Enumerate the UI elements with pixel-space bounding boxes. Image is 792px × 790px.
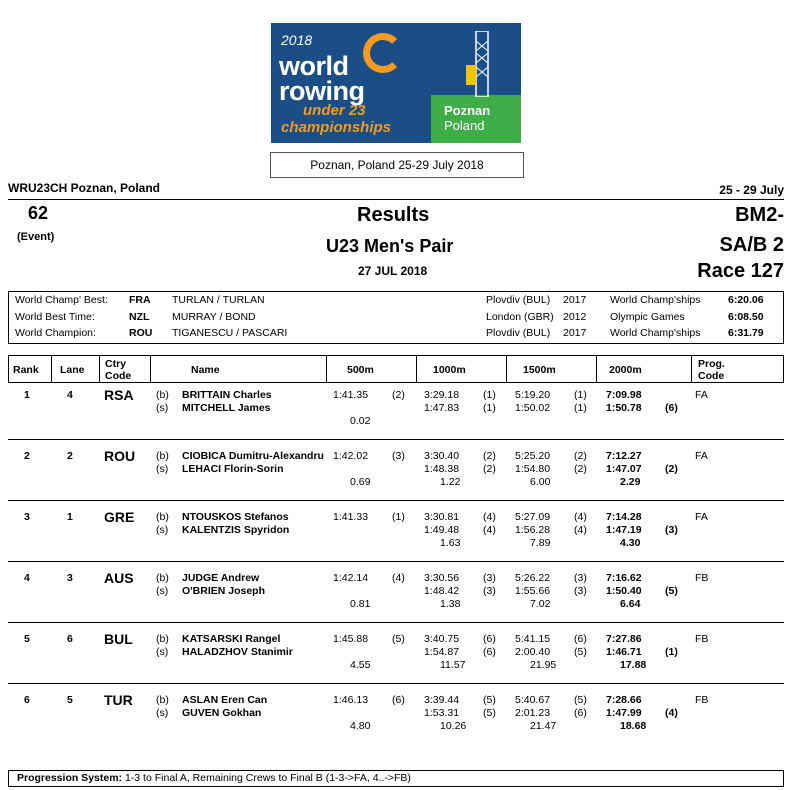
col-2000m: 2000m [609,364,642,376]
cell-s2000: 7:09.98 [606,389,642,401]
logo-championships: championships [281,119,392,136]
cell-l1500: 2:01.23 [515,707,551,719]
row-divider [8,683,784,684]
rower-position: (s) [156,402,169,414]
event-code-2: SA/B 2 [719,234,784,256]
cell-r1500: (2) [574,450,587,462]
cell-lr2000: (3) [665,524,678,536]
cell-s500: 1:46.13 [333,694,369,706]
cell-r1000: (6) [483,633,496,645]
cell-s1500: 5:19.20 [515,389,551,401]
cell-d1000: 10.26 [440,720,467,732]
cell-r500: (3) [392,450,405,462]
race-number: Race 127 [697,260,784,282]
table-row [0,389,792,450]
best-place: Plovdiv (BUL) [486,294,551,306]
cell-d2000: 18.68 [620,720,647,732]
cell-d2000: 4.30 [620,537,641,549]
best-row [9,294,783,310]
cell-s1500: 5:41.15 [515,633,551,645]
logo-under23: under 23 [303,102,366,119]
cell-s2000: 7:28.66 [606,694,642,706]
cell-l1500: 1:55.66 [515,585,551,597]
cell-prog: FA [695,511,708,523]
cell-rank: 3 [24,511,30,523]
cell-lr2000: (4) [665,707,678,719]
rower-position: (s) [156,463,169,475]
cell-lr1500: (2) [574,463,587,475]
best-event: World Champ'ships [610,294,701,306]
logo-ring-icon [363,33,403,73]
cell-rank: 6 [24,694,30,706]
cell-lr2000: (2) [665,463,678,475]
rower-name: BRITTAIN Charles [182,389,272,401]
table-row [0,633,792,694]
cell-lr1000: (2) [483,463,496,475]
cell-l2000: 1:47.19 [606,524,642,536]
cell-r1000: (3) [483,572,496,584]
col-500m: 500m [347,364,374,376]
cell-s500: 1:41.33 [333,511,369,523]
rower-position: (s) [156,524,169,536]
cell-l1500: 2:00.40 [515,646,551,658]
best-year: 2017 [563,294,587,306]
rower-name: JUDGE Andrew [182,572,260,584]
cell-ctry: TUR [104,692,133,708]
rower-name: ASLAN Eren Can [182,694,268,706]
row-divider [8,500,784,501]
rower-name: KATSARSKI Rangel [182,633,281,645]
best-country: ROU [129,327,153,339]
cell-l1000: 1:54.87 [424,646,460,658]
best-time: 6:08.50 [728,311,764,323]
best-row [9,327,783,343]
cell-l1500: 1:54.80 [515,463,551,475]
cell-d1000: 1.22 [440,476,461,488]
cell-d1500: 21.95 [530,659,557,671]
cell-d2000: 17.88 [620,659,647,671]
cell-d2000: 2.29 [620,476,641,488]
rower-position: (b) [156,572,169,584]
logo-year: 2018 [281,32,313,48]
logo-city: Poznan [444,103,491,118]
event-code-1: BM2- [735,204,784,226]
best-country: NZL [129,311,150,323]
cell-r500: (6) [392,694,405,706]
best-crew: TURLAN / TURLAN [172,294,265,306]
cell-prog: FA [695,450,708,462]
cell-s1000: 3:39.44 [424,694,460,706]
cell-s1000: 3:30.56 [424,572,460,584]
cell-r1500: (4) [574,511,587,523]
cell-s1500: 5:26.22 [515,572,551,584]
cell-s1000: 3:30.40 [424,450,460,462]
cell-r1500: (5) [574,694,587,706]
cell-d500: 4.80 [350,720,371,732]
cell-l1000: 1:47.83 [424,402,460,414]
cell-prog: FA [695,389,708,401]
cell-r1500: (1) [574,389,587,401]
cell-lr1500: (6) [574,707,587,719]
best-place: Plovdiv (BUL) [486,327,551,339]
cell-prog: FB [695,694,709,706]
cell-s1500: 5:27.09 [515,511,551,523]
cell-d1000: 1.38 [440,598,461,610]
cell-rank: 2 [24,450,30,462]
event-label: (Event) [17,231,55,243]
cell-s1500: 5:40.67 [515,694,551,706]
cell-l1000: 1:48.38 [424,463,460,475]
cell-s2000: 7:12.27 [606,450,642,462]
cell-r1000: (4) [483,511,496,523]
cell-lr1000: (5) [483,707,496,719]
best-country: FRA [129,294,151,306]
regatta-name: WRU23CH Poznan, Poland [8,181,161,195]
event-number: 62 [28,203,49,223]
regatta-dates: 25 - 29 July [719,183,784,197]
cell-lane: 4 [67,389,73,401]
rower-position: (b) [156,511,169,523]
rower-name: NTOUSKOS Stefanos [182,511,289,523]
col-1000m: 1000m [433,364,466,376]
rower-position: (s) [156,585,169,597]
cell-d1500: 6.00 [530,476,551,488]
cell-lr1000: (4) [483,524,496,536]
best-time: 6:20.06 [728,294,764,306]
best-time: 6:31.79 [728,327,764,339]
best-label: World Champ' Best: [15,294,108,306]
cell-r500: (2) [392,389,405,401]
cell-l1000: 1:49.48 [424,524,460,536]
logo-tower-icon [466,31,496,97]
cell-d1000: 11.57 [440,659,466,671]
cell-s1500: 5:25.20 [515,450,551,462]
results-table-header [8,355,784,383]
cell-r1500: (3) [574,572,587,584]
event-name: U23 Men's Pair [326,236,454,256]
cell-lane: 5 [67,694,73,706]
col-prog: Prog. [698,358,725,370]
cell-r1000: (1) [483,389,496,401]
cell-d500: 4.55 [350,659,371,671]
rower-name: CIOBICA Dumitru-Alexandru [182,450,324,462]
cell-l2000: 1:47.07 [606,463,642,475]
col-prog-code: Code [698,370,725,382]
col-lane: Lane [60,364,85,376]
cell-s500: 1:42.02 [333,450,369,462]
row-divider [8,439,784,440]
cell-d1500: 7.89 [530,537,551,549]
cell-ctry: BUL [104,631,133,647]
rower-name: HALADZHOV Stanimir [182,646,293,658]
progression-label: Progression System: [17,772,123,784]
rower-position: (s) [156,707,169,719]
cell-l1500: 1:50.02 [515,402,551,414]
cell-s500: 1:41.35 [333,389,369,401]
cell-ctry: ROU [104,448,136,464]
page-title: Results [357,204,430,226]
cell-ctry: GRE [104,509,135,525]
cell-r500: (5) [392,633,405,645]
cell-l2000: 1:47.99 [606,707,642,719]
championship-logo [271,23,521,143]
best-year: 2012 [563,311,587,323]
best-crew: MURRAY / BOND [172,311,256,323]
best-crew: TIGANESCU / PASCARI [172,327,288,339]
cell-lr1500: (1) [574,402,587,414]
cell-s2000: 7:14.28 [606,511,642,523]
cell-lane: 3 [67,572,73,584]
rower-position: (b) [156,633,169,645]
best-place: London (GBR) [486,311,554,323]
cell-l2000: 1:46.71 [606,646,642,658]
cell-s2000: 7:27.86 [606,633,642,645]
progression-text: 1-3 to Final A, Remaining Crews to Final B (1-3->FA, 4..->FB) [124,772,411,784]
cell-d1500: 7.02 [530,598,551,610]
row-divider [8,622,784,623]
col-1500m: 1500m [523,364,556,376]
table-row [0,450,792,511]
race-date: 27 JUL 2018 [358,264,428,278]
cell-lr1000: (1) [483,402,496,414]
cell-l2000: 1:50.40 [606,585,642,597]
cell-s1000: 3:30.81 [424,511,460,523]
cell-r500: (1) [392,511,405,523]
cell-lr1500: (3) [574,585,587,597]
rower-name: O'BRIEN Joseph [182,585,266,597]
col-ctry: Ctry [105,358,127,370]
cell-s1000: 3:29.18 [424,389,460,401]
cell-r500: (4) [392,572,405,584]
col-rank: Rank [13,364,39,376]
rower-name: KALENTZIS Spyridon [182,524,290,536]
cell-r1000: (2) [483,450,496,462]
col-code: Code [105,370,132,382]
cell-lr2000: (1) [665,646,678,658]
rower-name: LEHACI Florin-Sorin [182,463,284,475]
cell-s1000: 3:40.75 [424,633,460,645]
cell-lr1000: (3) [483,585,496,597]
cell-r1500: (6) [574,633,587,645]
col-name: Name [191,364,220,376]
cell-d500: 0.69 [350,476,371,488]
cell-lr1000: (6) [483,646,496,658]
venue-dates: Poznan, Poland 25-29 July 2018 [270,152,524,178]
logo-word-rowing: rowing [279,76,365,106]
logo-word-world: world [279,51,349,81]
rower-position: (s) [156,646,169,658]
progression-system [8,770,784,787]
cell-rank: 5 [24,633,30,645]
header-divider [8,199,784,200]
cell-prog: FB [695,572,709,584]
cell-lane: 1 [67,511,73,523]
cell-ctry: RSA [104,387,134,403]
table-row [0,511,792,572]
cell-s2000: 7:16.62 [606,572,642,584]
rower-position: (b) [156,450,169,462]
best-row [9,311,783,327]
cell-d1000: 1.63 [440,537,461,549]
best-event: Olympic Games [610,311,685,323]
cell-lr1500: (4) [574,524,587,536]
cell-lane: 2 [67,450,73,462]
cell-l1500: 1:56.28 [515,524,551,536]
best-label: World Best Time: [15,311,95,323]
rower-position: (b) [156,694,169,706]
cell-rank: 4 [24,572,30,584]
cell-prog: FB [695,633,709,645]
cell-l1000: 1:48.42 [424,585,460,597]
best-label: World Champion: [15,327,96,339]
cell-l1000: 1:53.31 [424,707,460,719]
table-row [0,572,792,633]
best-year: 2017 [563,327,587,339]
cell-lr2000: (6) [665,402,678,414]
cell-lr1500: (5) [574,646,587,658]
cell-ctry: AUS [104,570,134,586]
cell-d500: 0.81 [350,598,371,610]
rower-name: GUVEN Gokhan [182,707,262,719]
cell-d1500: 21.47 [530,720,557,732]
cell-d500: 0.02 [350,415,371,427]
cell-s500: 1:42.14 [333,572,369,584]
rower-position: (b) [156,389,169,401]
cell-l2000: 1:50.78 [606,402,642,414]
world-bests-box [8,291,784,344]
table-row [0,694,792,755]
cell-s500: 1:45.88 [333,633,369,645]
cell-rank: 1 [24,389,30,401]
cell-r1000: (5) [483,694,496,706]
logo-country: Poland [444,118,485,133]
best-event: World Champ'ships [610,327,701,339]
cell-lr2000: (5) [665,585,678,597]
row-divider [8,561,784,562]
cell-lane: 6 [67,633,73,645]
rower-name: MITCHELL James [182,402,271,414]
cell-d2000: 6.64 [620,598,641,610]
